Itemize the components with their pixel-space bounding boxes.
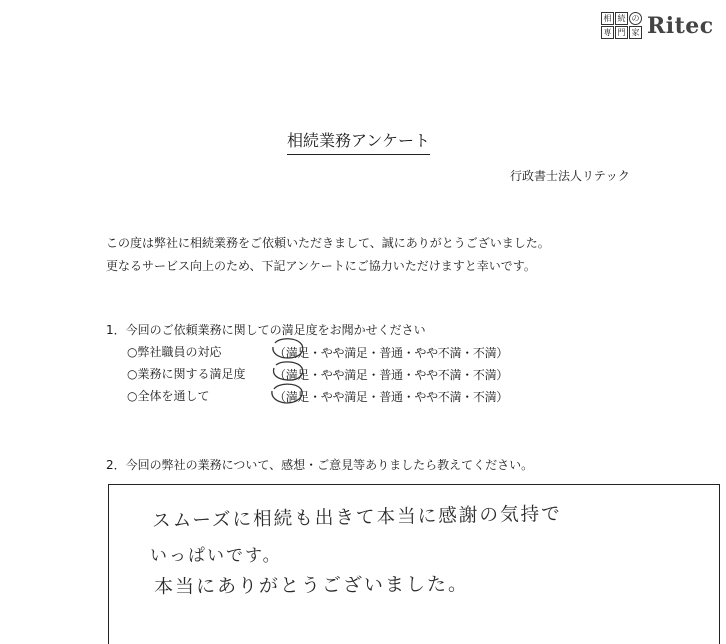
question-1-item-overall: ○全体を通して — [127, 389, 210, 403]
company-name: 行政書士法人リテック — [510, 169, 630, 183]
question-1-item-staff: ○弊社職員の対応 — [127, 345, 222, 359]
seal-char: 家 — [629, 26, 642, 39]
question-1-item-service: ○業務に関する満足度 — [127, 367, 246, 381]
question-1-heading: 1．今回のご依頼業務に関しての満足度をお聞かせください — [106, 323, 426, 337]
logo-seal — [601, 12, 642, 39]
handwritten-answer-line-2: いっぱいです。 — [150, 546, 282, 566]
rating-scale-service: （満足・やや満足・普通・やや不満・不満） — [274, 368, 509, 382]
question-2-heading: 2．今回の弊社の業務について、感想・ご意見等ありましたら教えてください。 — [106, 458, 534, 472]
seal-char: 門 — [615, 26, 628, 39]
handwritten-answer-line-1: スムーズに相続も出きて本当に感謝の気持で — [151, 502, 562, 532]
rating-scale-overall: （満足・やや満足・普通・やや不満・不満） — [274, 390, 509, 404]
seal-char: の — [629, 12, 642, 25]
seal-char: 相 — [601, 12, 614, 25]
intro-line-1: この度は弊社に相続業務をご依頼いただきまして、誠にありがとうございました。 — [106, 236, 550, 250]
company-logo — [601, 12, 714, 39]
seal-char: 続 — [615, 12, 628, 25]
brand-name: Ritec — [647, 12, 714, 39]
document-title: 相続業務アンケート — [287, 128, 430, 155]
seal-char: 専 — [601, 26, 614, 39]
intro-line-2: 更なるサービス向上のため、下記アンケートにご協力いただけますと幸いです。 — [106, 259, 536, 273]
rating-scale-staff: （満足・やや満足・普通・やや不満・不満） — [274, 346, 509, 360]
handwritten-answer-line-3: 本当にありがとうございました。 — [153, 573, 470, 598]
